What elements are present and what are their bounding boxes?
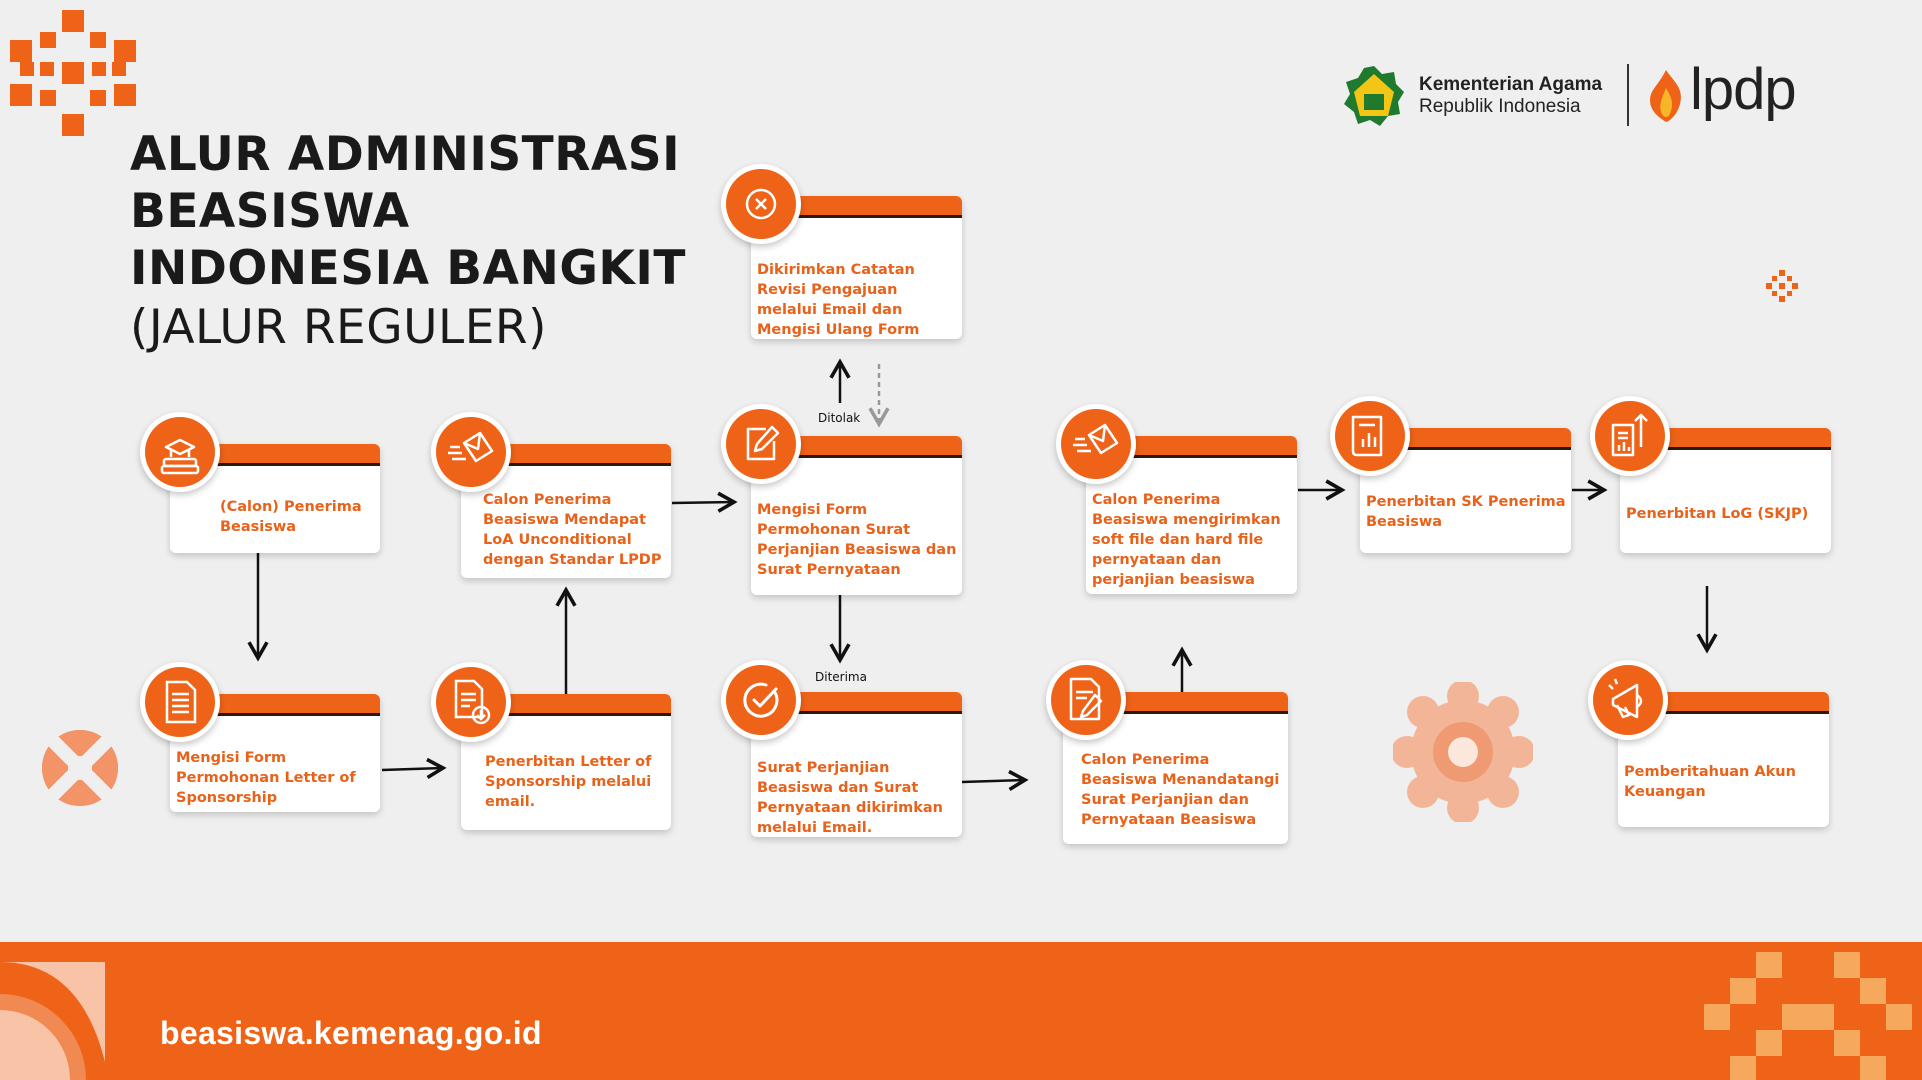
step-text-penerbitan-sk: Penerbitan SK Penerima Beasiswa (1366, 494, 1566, 530)
arrow-surat-to-tanda-tangan (962, 780, 1025, 782)
title-line-1: ALUR ADMINISTRASI (130, 127, 681, 182)
check-circle-icon (726, 665, 796, 735)
step-text-catatan-revisi: Dikirimkan Catatan Revisi Pengajuan melalui Email dan Mengisi Ulang Form (757, 262, 920, 338)
books-graduation-cap-icon (145, 417, 215, 487)
footer-corner-decoration (0, 942, 120, 1080)
lpdp-logo-text: lpdp (1690, 57, 1796, 122)
close-circle-icon (726, 169, 796, 239)
step-text-penerbitan-los: Penerbitan Letter of Sponsorship melalui email. (485, 754, 652, 810)
title-line-3: INDONESIA BANGKIT (130, 241, 686, 296)
step-text-mengirimkan-file: Calon Penerima Beasiswa mengirimkan soft file dan hard file pernyataan dan perjanjian beasiswa (1092, 492, 1281, 588)
step-circle-penerbitan-los (431, 662, 511, 742)
step-circle-loa-unconditional (431, 412, 511, 492)
footer-band (0, 942, 1922, 1080)
edge-label-ditolak: Ditolak (818, 411, 861, 425)
report-upload-icon (1595, 401, 1665, 471)
step-circle-mengisi-form-los (140, 662, 220, 742)
arrow-form-los-to-penerbitan (382, 768, 443, 770)
footer-url-link[interactable]: beasiswa.kemenag.go.id (160, 1015, 542, 1051)
step-text-akun-keuangan: Pemberitahuan Akun Keuangan (1624, 764, 1796, 800)
step-text-mengisi-form-spb: Mengisi Form Permohonan Surat Perjanjian Beasiswa dan Surat Pernyataan (757, 502, 957, 578)
document-sign-icon (1051, 665, 1121, 735)
step-circle-penerbitan-log (1590, 396, 1670, 476)
title-line-4: (JALUR REGULER) (130, 300, 547, 355)
step-circle-surat-dikirim (721, 660, 801, 740)
footer-motif-decoration (1704, 952, 1922, 1080)
step-circle-penerbitan-sk (1330, 396, 1410, 476)
step-circle-akun-keuangan (1588, 660, 1668, 740)
title-line-2: BEASISWA (130, 184, 410, 239)
step-circle-calon-penerima (140, 412, 220, 492)
step-circle-menandatangani (1046, 660, 1126, 740)
document-download-icon (436, 667, 506, 737)
send-envelope-icon (436, 417, 506, 487)
org-name-line-1: Kementerian Agama (1419, 74, 1603, 95)
step-circle-mengirimkan-file (1056, 404, 1136, 484)
document-icon (145, 667, 215, 737)
document-chart-icon (1335, 401, 1405, 471)
step-text-menandatangani: Calon Penerima Beasiswa Menandatangi Surat Perjanjian dan Pernyataan Beasiswa (1081, 752, 1280, 828)
edit-form-icon (726, 409, 796, 479)
step-text-surat-dikirim: Surat Perjanjian Beasiswa dan Surat Pernyataan dikirimkan melalui Email. (757, 760, 943, 836)
send-envelope-icon (1061, 409, 1131, 479)
step-circle-catatan-revisi (721, 164, 801, 244)
megaphone-icon (1593, 665, 1663, 735)
step-text-calon-penerima: (Calon) Penerima Beasiswa (220, 499, 362, 535)
step-text-mengisi-form-los: Mengisi Form Permohonan Letter of Sponsorship (176, 750, 356, 806)
step-circle-mengisi-form-spb (721, 404, 801, 484)
org-name-line-2: Republik Indonesia (1419, 96, 1581, 117)
arrow-loa-to-form-spb (672, 502, 734, 503)
step-text-penerbitan-log: Penerbitan LoG (SKJP) (1626, 506, 1809, 522)
step-text-loa-unconditional: Calon Penerima Beasiswa Mendapat LoA Unconditional dengan Standar LPDP (483, 492, 662, 568)
edge-label-diterima: Diterima (815, 670, 867, 684)
